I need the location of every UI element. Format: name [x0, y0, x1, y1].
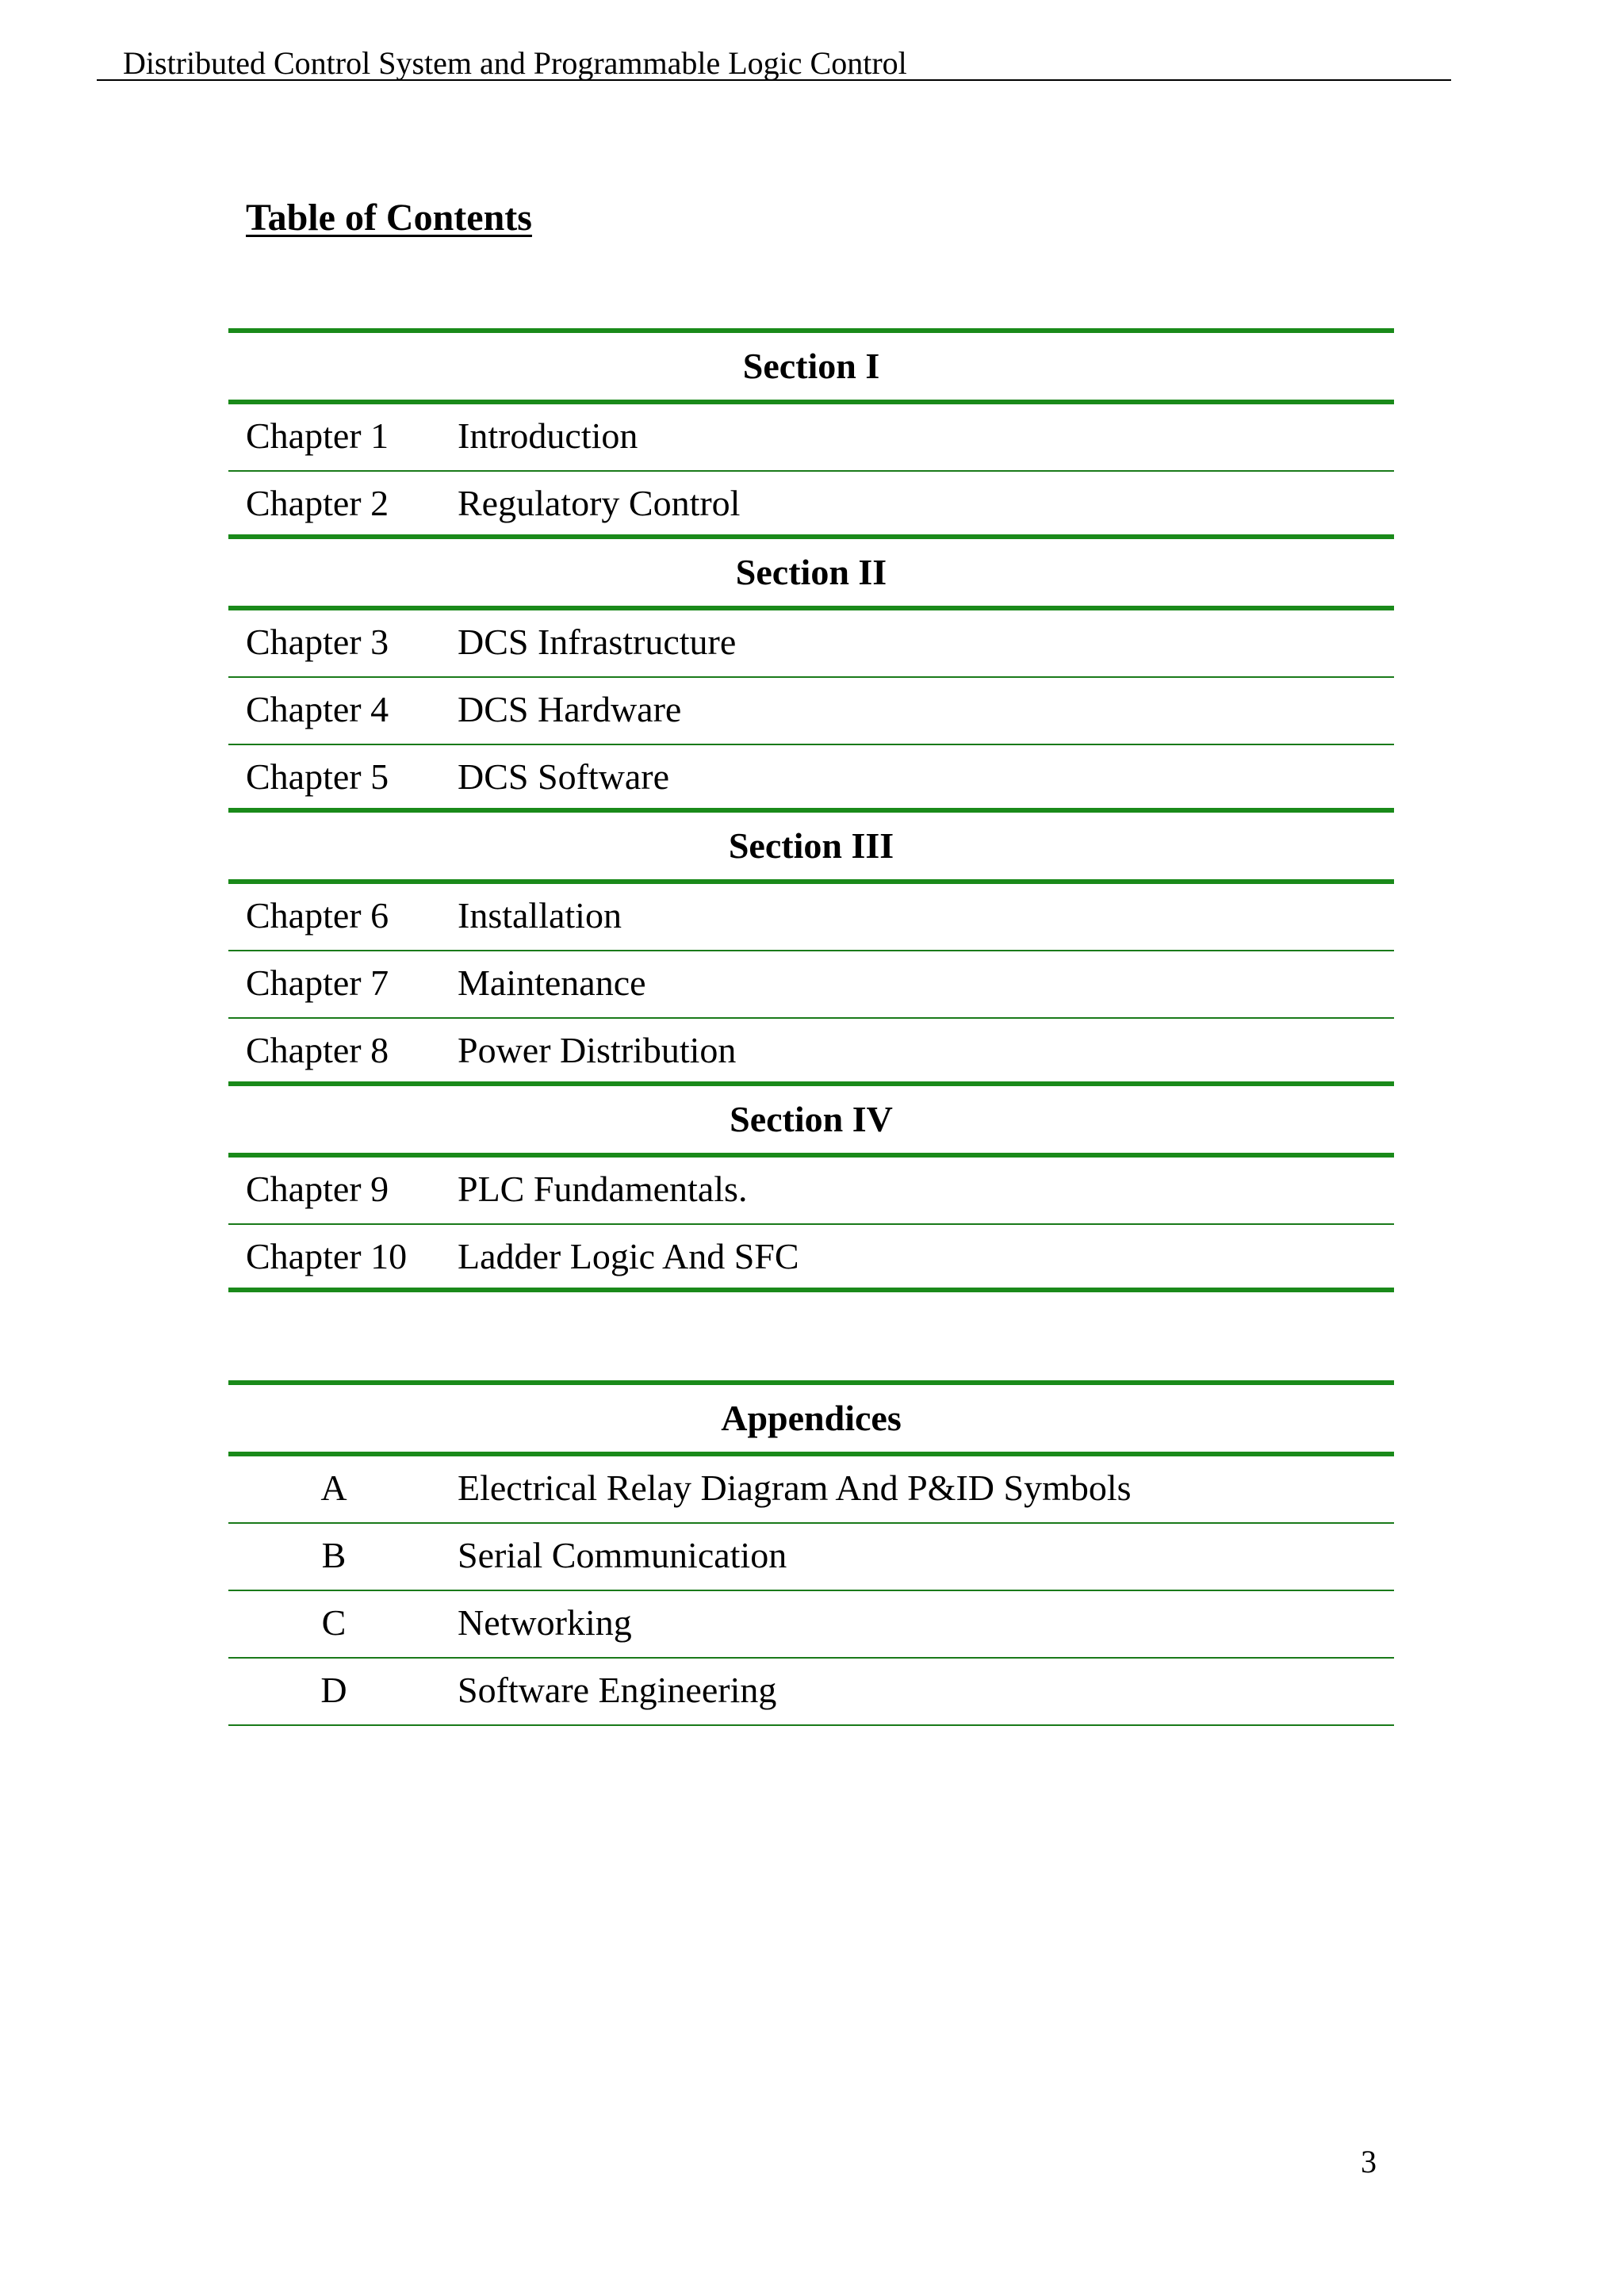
appendix-letter: D — [320, 1670, 347, 1710]
appendix-row[interactable] — [228, 1524, 1394, 1591]
chapter-number: Chapter 3 — [246, 622, 389, 662]
chapter-title: Installation — [458, 895, 622, 936]
chapter-title: Maintenance — [458, 962, 646, 1003]
appendix-title: Serial Communication — [458, 1535, 787, 1575]
chapter-title: Introduction — [458, 415, 638, 456]
toc-appendices-table — [228, 1380, 1394, 1726]
chapter-number: Chapter 8 — [246, 1030, 389, 1070]
toc-row[interactable] — [228, 404, 1394, 472]
toc-row[interactable] — [228, 951, 1394, 1019]
chapter-title: PLC Fundamentals. — [458, 1169, 748, 1209]
chapter-number: Chapter 2 — [246, 483, 389, 523]
page-number: 3 — [1361, 2144, 1377, 2179]
section-heading: Section III — [228, 813, 1394, 884]
section-heading: Section I — [228, 333, 1394, 404]
appendix-title: Software Engineering — [458, 1670, 777, 1710]
section-heading: Section IV — [228, 1086, 1394, 1158]
appendix-letter: B — [321, 1535, 347, 1575]
chapter-number: Chapter 10 — [246, 1236, 408, 1276]
toc-title: Table of Contents — [246, 197, 532, 239]
running-header — [97, 44, 1451, 81]
appendix-row[interactable] — [228, 1456, 1394, 1524]
toc-sections-table — [228, 328, 1394, 1292]
appendix-row[interactable] — [228, 1659, 1394, 1726]
chapter-number: Chapter 7 — [246, 962, 389, 1003]
chapter-title: Ladder Logic And SFC — [458, 1236, 799, 1276]
chapter-number: Chapter 6 — [246, 895, 389, 936]
chapter-title: DCS Infrastructure — [458, 622, 737, 662]
appendix-letter: A — [320, 1468, 347, 1508]
chapter-number: Chapter 4 — [246, 689, 389, 729]
toc-row[interactable] — [228, 678, 1394, 745]
appendix-letter: C — [321, 1602, 347, 1643]
appendix-title: Electrical Relay Diagram And P&ID Symbols — [458, 1468, 1132, 1508]
chapter-title: Power Distribution — [458, 1030, 737, 1070]
toc-row[interactable] — [228, 610, 1394, 678]
chapter-title: DCS Software — [458, 756, 670, 797]
toc-row[interactable] — [228, 884, 1394, 951]
chapter-number: Chapter 5 — [246, 756, 389, 797]
toc-row[interactable] — [228, 1019, 1394, 1086]
appendix-row[interactable] — [228, 1591, 1394, 1659]
chapter-number: Chapter 1 — [246, 415, 389, 456]
appendix-title: Networking — [458, 1602, 632, 1643]
header-title: Distributed Control System and Programmable Logic Control — [123, 45, 907, 81]
chapter-number: Chapter 9 — [246, 1169, 389, 1209]
toc-row[interactable] — [228, 1225, 1394, 1292]
toc-row[interactable] — [228, 472, 1394, 539]
chapter-title: Regulatory Control — [458, 483, 741, 523]
chapter-title: DCS Hardware — [458, 689, 682, 729]
appendices-heading: Appendices — [228, 1385, 1394, 1456]
toc-row[interactable] — [228, 1158, 1394, 1225]
section-heading: Section II — [228, 539, 1394, 610]
toc-row[interactable] — [228, 745, 1394, 813]
